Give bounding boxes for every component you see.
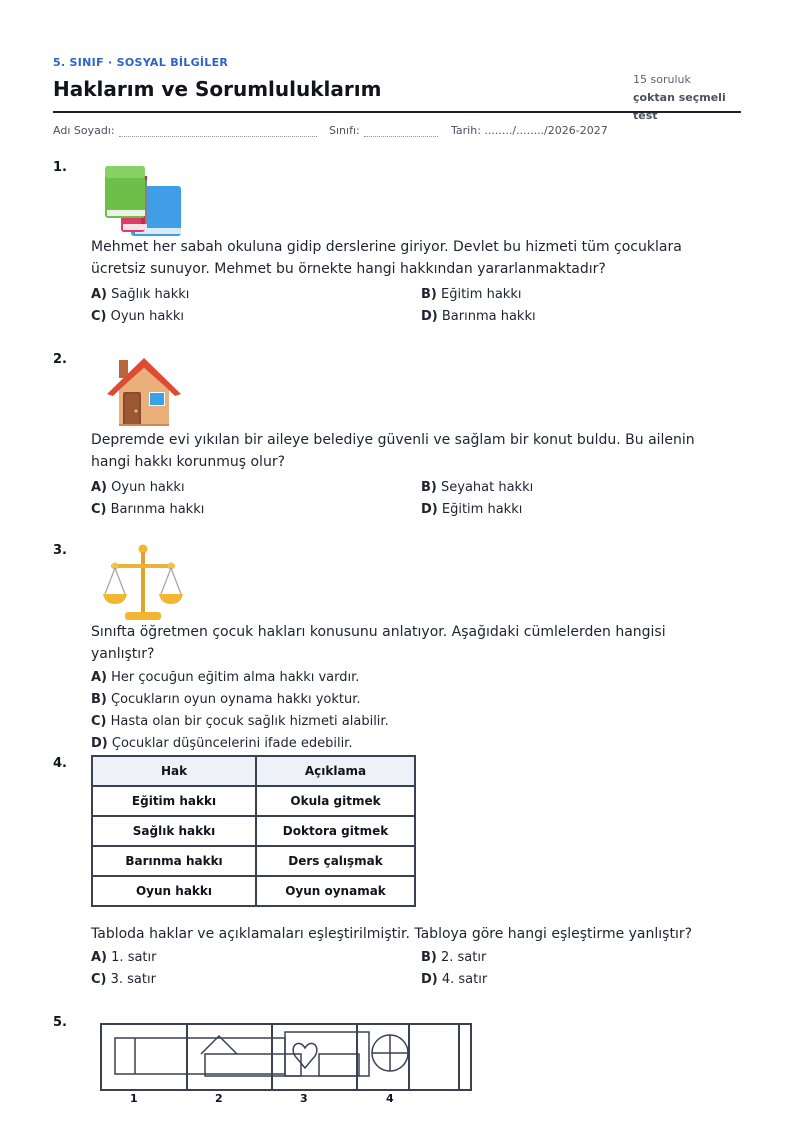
option-text: Her çocuğun eğitim alma hakkı vardır. — [111, 670, 360, 685]
name-label: Adı Soyadı: — [53, 124, 115, 137]
question-2 — [91, 429, 731, 521]
question-2-options — [91, 477, 731, 521]
header-divider — [53, 111, 741, 113]
option-a[interactable] — [91, 947, 157, 969]
date-value: ......../......../2026-2027 — [484, 124, 608, 137]
table-cell: Ders çalışmak — [256, 846, 415, 876]
option-b[interactable] — [91, 689, 361, 711]
class-blank[interactable] — [364, 126, 438, 137]
question-4-options — [91, 947, 731, 991]
option-text: 4. satır — [441, 972, 488, 987]
name-blank[interactable] — [119, 126, 317, 137]
option-d[interactable] — [91, 733, 352, 755]
table-header-cell: Açıklama — [256, 756, 415, 786]
question-2-number: 2. — [53, 352, 67, 367]
option-c[interactable] — [91, 969, 156, 991]
shape-figure — [99, 1020, 479, 1114]
table-cell: Doktora gitmek — [256, 816, 415, 846]
option-c[interactable] — [91, 499, 204, 521]
option-text: Oyun hakkı — [110, 309, 185, 324]
figure-labels — [99, 1092, 479, 1108]
option-letter: B) — [421, 480, 437, 495]
option-letter: A) — [91, 480, 108, 495]
option-a[interactable] — [91, 477, 185, 499]
table-cell: Sağlık hakkı — [92, 816, 256, 846]
question-1-text: Mehmet her sabah okuluna gidip derslerine giriyor. Devlet bu hizmeti tüm çocuklara ücretsiz sunuyor. Mehmet bu örnekte hangi hakkından yararlanmaktadır? — [91, 239, 682, 277]
test-meta — [633, 71, 741, 125]
option-text: 1. satır — [111, 950, 157, 965]
table-cell: Oyun hakkı — [92, 876, 256, 906]
option-letter: C) — [91, 502, 107, 517]
option-letter: B) — [421, 287, 437, 302]
class-label: Sınıfı: — [329, 124, 360, 137]
option-d[interactable] — [421, 499, 522, 521]
question-3 — [91, 621, 731, 755]
table-row — [92, 786, 415, 816]
date-label: Tarih: — [451, 124, 481, 137]
test-type: çoktan seçmeli test — [633, 91, 726, 122]
option-text: Hasta olan bir çocuk sağlık hizmeti alabilir. — [110, 714, 389, 729]
option-text: Seyahat hakkı — [441, 480, 534, 495]
table-row — [92, 876, 415, 906]
table-row — [92, 846, 415, 876]
option-text: Çocukların oyun oynama hakkı yoktur. — [111, 692, 361, 707]
balance-scale-icon — [103, 544, 183, 626]
table-header-row — [92, 756, 415, 786]
option-text: Eğitim hakkı — [441, 502, 523, 517]
table-row — [92, 816, 415, 846]
option-a[interactable] — [91, 284, 189, 306]
figure-label: 1 — [130, 1092, 138, 1105]
option-letter: B) — [91, 692, 107, 707]
table-cell: Oyun oynamak — [256, 876, 415, 906]
page-title: Haklarım ve Sorumluluklarım — [53, 77, 382, 101]
question-2-text: Depremde evi yıkılan bir aileye belediye güvenli ve sağlam bir konut buldu. Bu ailenin hangi hakkı korunmuş olur? — [91, 432, 695, 470]
books-icon — [105, 166, 185, 242]
option-letter: C) — [91, 309, 107, 324]
table-header-cell: Hak — [92, 756, 256, 786]
option-letter: B) — [421, 950, 437, 965]
option-letter: A) — [91, 670, 108, 685]
question-3-number: 3. — [53, 543, 67, 558]
option-letter: C) — [91, 714, 107, 729]
option-c[interactable] — [91, 711, 389, 733]
table-cell: Eğitim hakkı — [92, 786, 256, 816]
option-text: Barınma hakkı — [441, 309, 536, 324]
option-text: 3. satır — [110, 972, 156, 987]
figure-label: 2 — [215, 1092, 223, 1105]
table-cell: Okula gitmek — [256, 786, 415, 816]
option-text: Çocuklar düşüncelerini ifade edebilir. — [111, 736, 353, 751]
option-letter: D) — [421, 502, 438, 517]
question-4 — [91, 923, 731, 991]
option-letter: C) — [91, 972, 107, 987]
option-b[interactable] — [421, 947, 486, 969]
question-5-number: 5. — [53, 1015, 67, 1030]
question-4-number: 4. — [53, 756, 67, 771]
figure-label: 4 — [386, 1092, 394, 1105]
option-text: Oyun hakkı — [111, 480, 185, 495]
figure-label: 3 — [300, 1092, 308, 1105]
question-4-text: Tabloda haklar ve açıklamaları eşleştirilmiştir. Tabloya göre hangi eşleştirme yanlıştır? — [91, 926, 693, 942]
rights-table — [91, 755, 416, 907]
option-c[interactable] — [91, 306, 184, 328]
class-field[interactable] — [329, 124, 438, 137]
option-d[interactable] — [421, 306, 536, 328]
question-1-options — [91, 284, 731, 328]
option-letter: D) — [421, 972, 438, 987]
question-1-number: 1. — [53, 160, 67, 175]
option-text: Sağlık hakkı — [111, 287, 190, 302]
option-a[interactable] — [91, 667, 359, 689]
question-1 — [91, 236, 731, 328]
question-3-text: Sınıfta öğretmen çocuk hakları konusunu anlatıyor. Aşağıdaki cümlelerden hangisi yanlıştır? — [91, 624, 666, 662]
option-text: Eğitim hakkı — [441, 287, 522, 302]
option-text: 2. satır — [441, 950, 487, 965]
table-cell: Barınma hakkı — [92, 846, 256, 876]
option-letter: A) — [91, 287, 108, 302]
house-icon — [105, 354, 183, 430]
date-field[interactable] — [451, 124, 608, 137]
option-d[interactable] — [421, 969, 487, 991]
question-count: 15 soruluk — [633, 73, 691, 86]
option-letter: D) — [91, 736, 108, 751]
question-3-options — [91, 667, 731, 755]
subject-label: 5. SINIF · SOSYAL BİLGİLER — [53, 56, 229, 69]
option-text: Barınma hakkı — [110, 502, 205, 517]
name-field[interactable] — [53, 124, 317, 137]
option-b[interactable] — [421, 477, 533, 499]
option-letter: A) — [91, 950, 108, 965]
option-b[interactable] — [421, 284, 521, 306]
option-letter: D) — [421, 309, 438, 324]
